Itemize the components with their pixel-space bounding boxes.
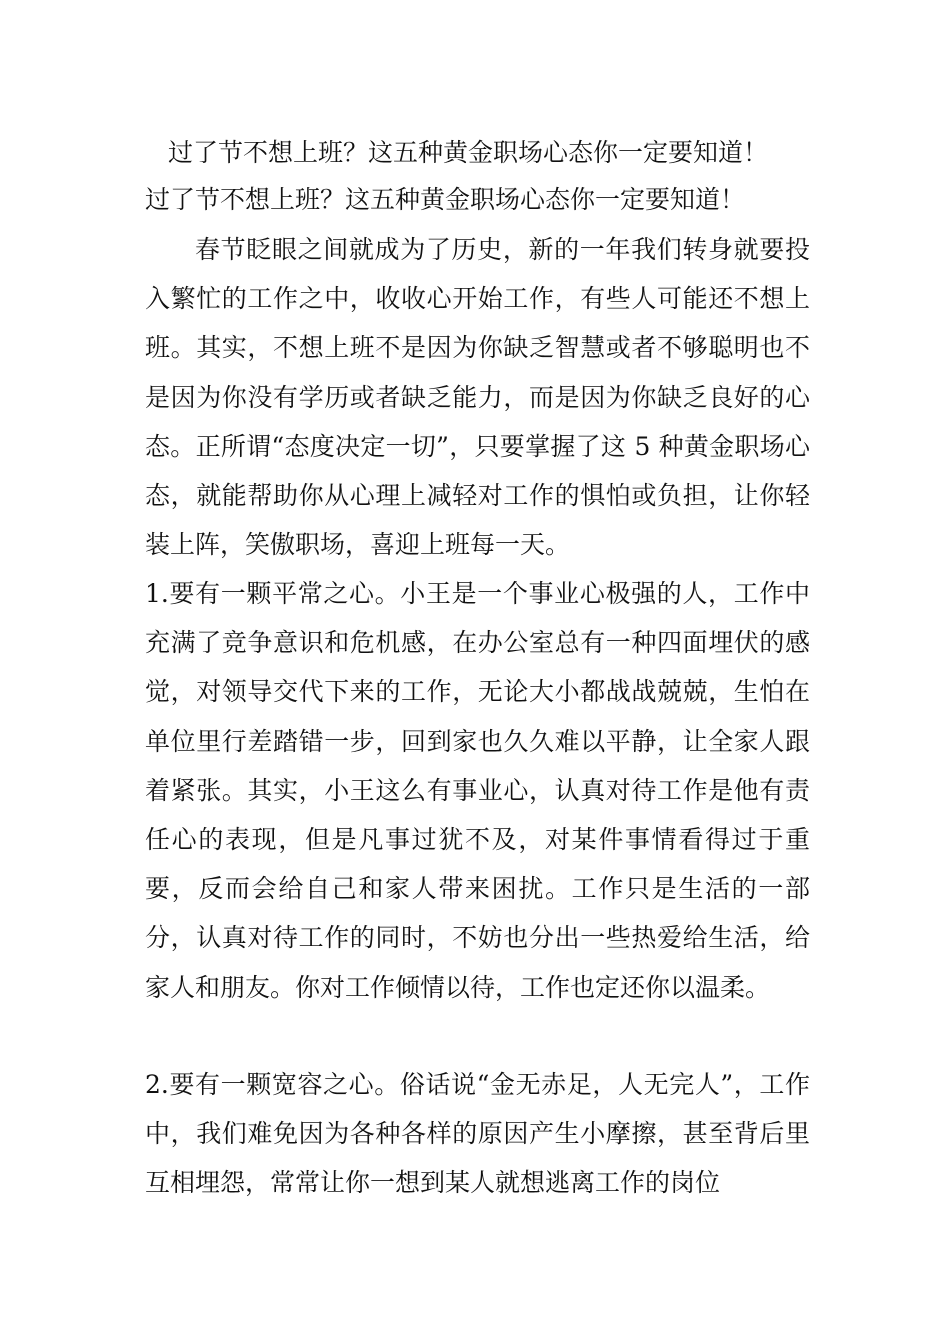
intro-text: 春节眨眼之间就成为了历史，新的一年我们转身就要投入繁忙的工作之中，收收心开始工作，有些人可能还不想上班。其实，不想上班不是因为你缺乏智慧或者不够聪明也不是因为你没有学历或者缺乏能力，而是因为你缺乏良好的心态。正所谓“态度决定一切”，只要掌握了这 5 种黄金职场心态，就能帮助你从心理上减轻对工作的惧怕或负担，让你轻装上阵，笑傲职场，喜迎上班每一天。 xyxy=(145,235,810,560)
point-2-text: 2.要有一颗宽容之心。俗话说“金无赤足，人无完人”，工作中，我们难免因为各种各样的原因产生小摩擦，甚至背后里互相埋怨，常常让你一想到某人就想逃离工作的岗位 xyxy=(145,1070,810,1198)
intro-paragraph xyxy=(145,225,810,569)
point-1-text: 1.要有一颗平常之心。小王是一个事业心极强的人，工作中充满了竞争意识和危机感，在办公室总有一种四面埋伏的感觉，对领导交代下来的工作，无论大小都战战兢兢，生怕在单位里行差踏错一步，回到家也久久难以平静，让全家人跟着紧张。其实，小王这么有事业心，认真对待工作是他有责任心的表现，但是凡事过犹不及，对某件事情看得过于重要，反而会给自己和家人带来困扰。工作只是生活的一部分，认真对待工作的同时，不妨也分出一些热爱给生活，给家人和朋友。你对工作倾情以待，工作也定还你以温柔。 xyxy=(145,579,810,1002)
point-2-paragraph xyxy=(145,1060,810,1208)
document-title-repeat: 过了节不想上班？这五种黄金职场心态你一定要知道！ xyxy=(145,185,746,214)
document-title: 过了节不想上班？这五种黄金职场心态你一定要知道！ xyxy=(168,138,769,167)
point-1-paragraph xyxy=(145,569,810,1012)
